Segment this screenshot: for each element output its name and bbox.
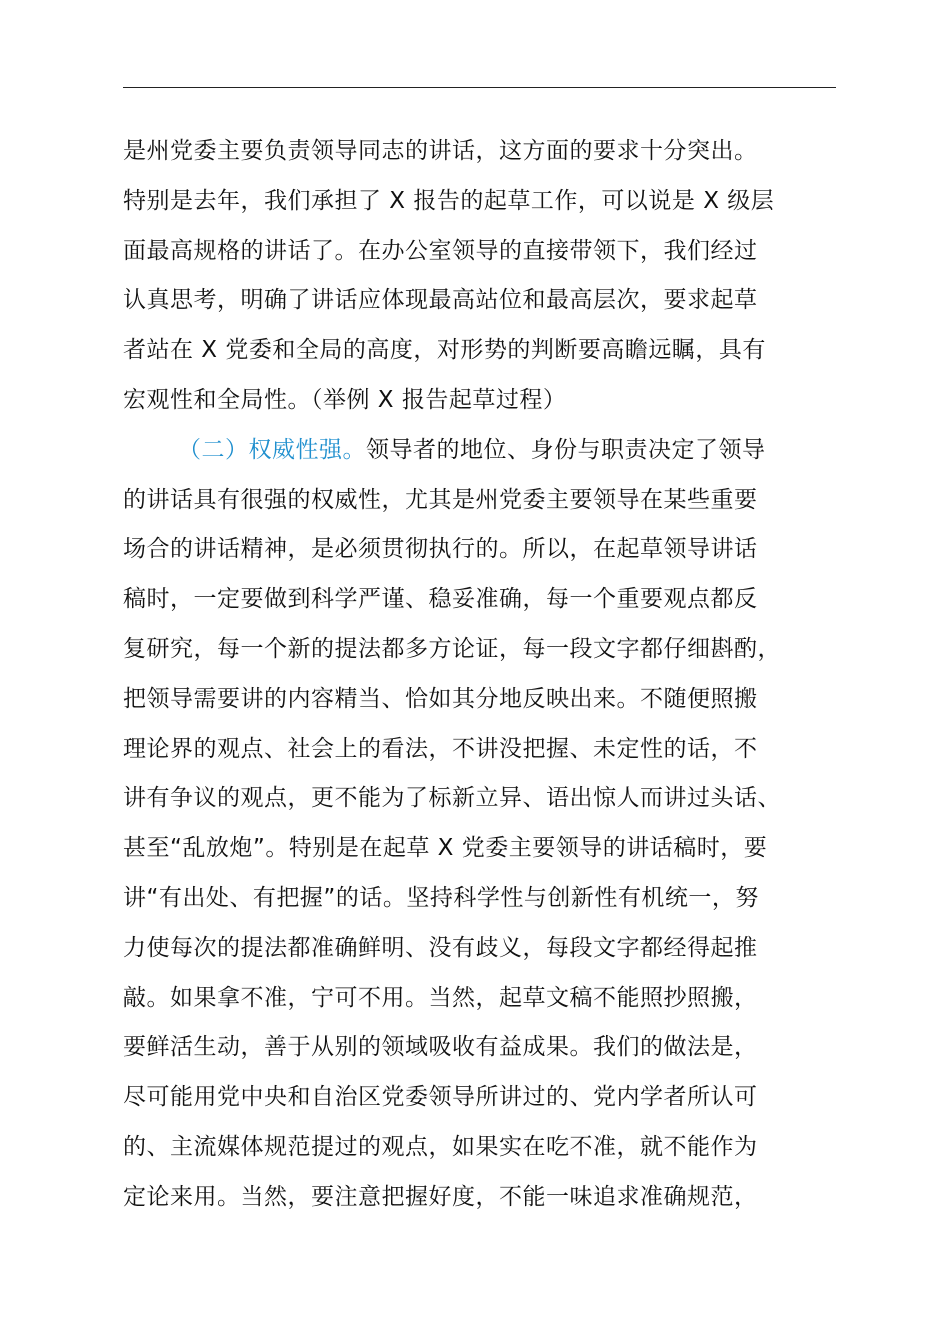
text-line: 甚至“乱放炮”。特别是在起草 X 党委主要领导的讲话稿时，要 xyxy=(123,835,768,862)
text-line: 复研究，每一个新的提法都多方论证，每一段文字都仔细斟酌， xyxy=(123,635,781,662)
text-line: 场合的讲话精神，是必须贯彻执行的。所以，在起草领导讲话 xyxy=(123,536,758,563)
text-line: 要鲜活生动，善于从别的领域吸收有益成果。我们的做法是， xyxy=(123,1034,758,1061)
section-first-line-text: 领导者的地位、身份与职责决定了领导 xyxy=(366,436,766,463)
text-line: 宏观性和全局性。（举例 X 报告起草过程） xyxy=(123,386,567,413)
text-line: 面最高规格的讲话了。在办公室领导的直接带领下，我们经过 xyxy=(123,237,758,264)
text-line: 认真思考，明确了讲话应体现最高站位和最高层次，要求起草 xyxy=(123,287,758,314)
section-heading: （二）权威性强。 xyxy=(178,436,366,463)
text-line: 者站在 X 党委和全局的高度，对形势的判断要高瞻远瞩，具有 xyxy=(123,337,766,364)
text-line: 讲“有出处、有把握”的话。坚持科学性与创新性有机统一，努 xyxy=(123,884,759,911)
text-line: 把领导需要讲的内容精当、恰如其分地反映出来。不随便照搬 xyxy=(123,685,758,712)
text-line: 的讲话具有很强的权威性，尤其是州党委主要领导在某些重要 xyxy=(123,486,758,513)
text-line: 敲。如果拿不准，宁可不用。当然，起草文稿不能照抄照搬， xyxy=(123,984,758,1011)
text-line: 尽可能用党中央和自治区党委领导所讲过的、党内学者所认可 xyxy=(123,1084,758,1111)
section-first-line xyxy=(123,426,863,476)
header-rule xyxy=(123,87,836,88)
text-line: 理论界的观点、社会上的看法，不讲没把握、未定性的话，不 xyxy=(123,735,758,762)
text-line: 的、主流媒体规范提过的观点，如果实在吃不准，就不能作为 xyxy=(123,1133,758,1160)
text-line: 稿时，一定要做到科学严谨、稳妥准确，每一个重要观点都反 xyxy=(123,586,758,613)
text-line: 定论来用。当然，要注意把握好度，不能一味追求准确规范， xyxy=(123,1183,758,1210)
text-line: 是州党委主要负责领导同志的讲话，这方面的要求十分突出。 xyxy=(123,138,758,164)
text-line: 力使每次的提法都准确鲜明、没有歧义，每段文字都经得起推 xyxy=(123,934,758,961)
body-text xyxy=(123,127,863,1223)
text-line: 讲有争议的观点，更不能为了标新立异、语出惊人而讲过头话、 xyxy=(123,785,781,812)
text-line: 特别是去年，我们承担了 X 报告的起草工作，可以说是 X 级层 xyxy=(123,187,775,214)
